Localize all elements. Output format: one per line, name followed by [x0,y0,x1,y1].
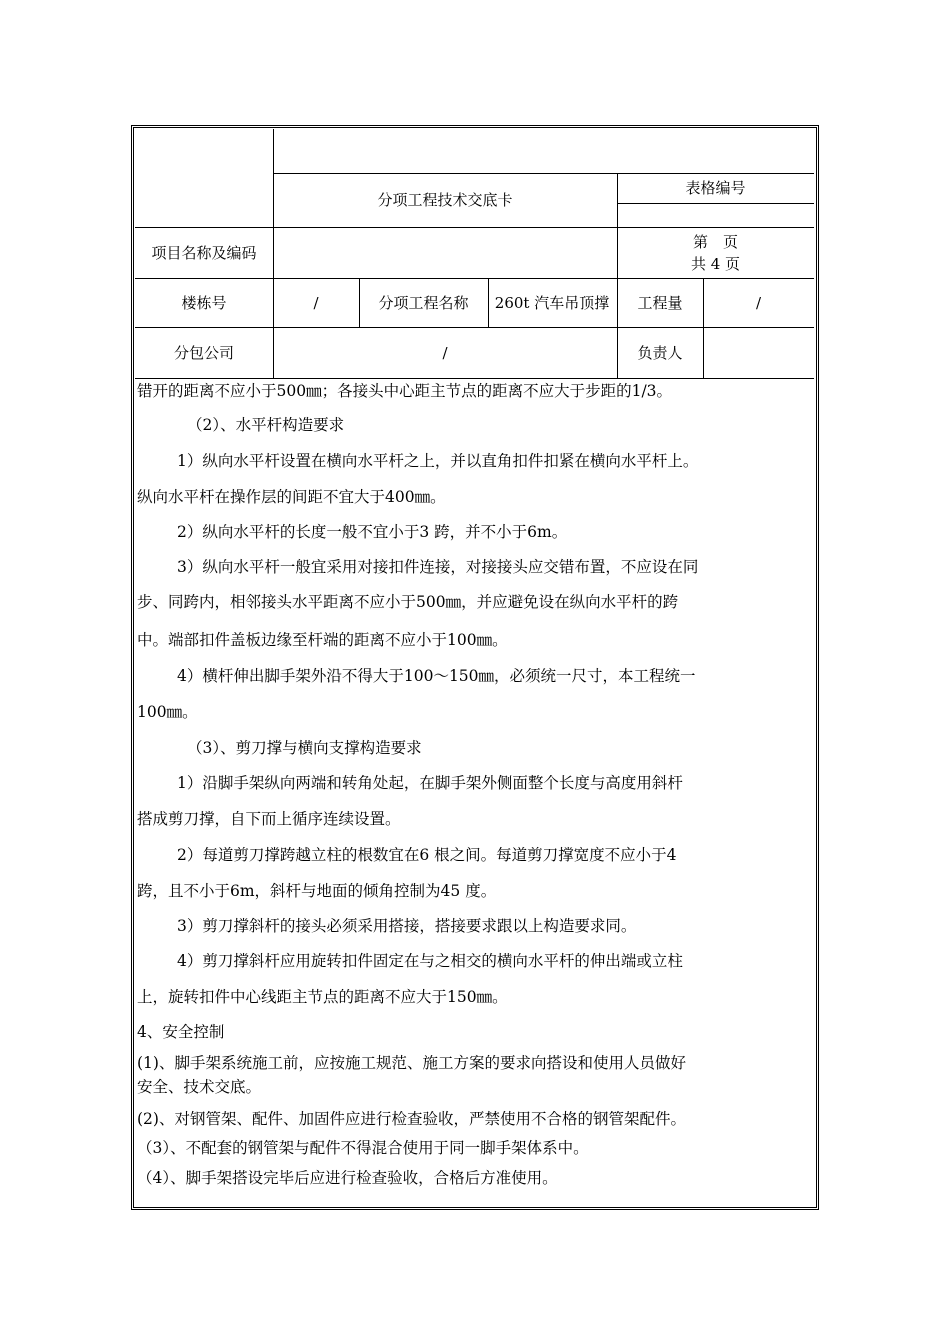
subcontractor-value: / [442,343,448,362]
content-line: 错开的距离不应小于500㎜；各接头中心距主节点的距离不应大于步距的1/3。 [137,382,673,400]
grid-line [488,278,489,327]
responsible-label: 负责人 [637,343,683,362]
content-line: 步、同跨内，相邻接头水平距离不应小于500㎜，并应避免设在纵向水平杆的跨 [137,593,679,611]
content-line: 上，旋转扣件中心线距主节点的距离不应大于150㎜。 [137,988,508,1006]
quantity-value: / [755,293,762,312]
project-label: 项目名称及编码 [151,243,257,262]
content-line: 2）每道剪刀撑跨越立柱的根数宜在6 根之间。每道剪刀撑宽度不应小于4 [177,846,677,864]
total-pages: 共 4 页 [690,254,741,273]
page-info [617,227,814,278]
content-line: 4、安全控制 [137,1023,225,1041]
subitem-label: 分项工程名称 [378,293,469,312]
content-line: (2)、对钢管架、配件、加固件应进行检查验收，严禁使用不合格的钢管架配件。 [137,1110,686,1128]
quantity-label: 工程量 [637,293,683,312]
content-line: 跨，且不小于6m，斜杆与地面的倾角控制为45 度。 [137,882,497,900]
content-line: 4）剪刀撑斜杆应用旋转扣件固定在与之相交的横向水平杆的伸出端或立柱 [177,952,683,970]
content-line: 搭成剪刀撑，自下而上循序连续设置。 [137,810,401,828]
content-line: 2）纵向水平杆的长度一般不宜小于3 跨，并不小于6m。 [177,523,568,541]
content-line: 3）纵向水平杆一般宜采用对接扣件连接，对接接头应交错布置，不应设在同 [177,558,699,576]
content-line: （4）、脚手架搭设完毕后应进行检查验收，合格后方准使用。 [137,1169,558,1187]
content-line: 100㎜。 [137,703,198,721]
content-line: 1）纵向水平杆设置在横向水平杆之上，并以直角扣件扣紧在横向水平杆上。 [177,452,699,470]
page-label: 第 页 [692,232,738,251]
responsible-value [703,327,814,378]
content-line: （2）、水平杆构造要求 [187,416,345,434]
form-no-value [617,203,814,227]
card-title: 分项工程技术交底卡 [377,191,513,209]
content-line: 4）横杆伸出脚手架外沿不得大于100～150㎜，必须统一尺寸，本工程统一 [177,667,696,685]
form-no-label: 表格编号 [685,179,746,197]
content-line: （3）、剪刀撑与横向支撑构造要求 [187,739,422,757]
subitem-value: 260t 汽车吊顶撑 [494,293,610,312]
building-value: / [313,293,319,312]
subcontractor-label: 分包公司 [173,343,234,362]
content-line: 纵向水平杆在操作层的间距不宜大于400㎜。 [137,488,446,506]
project-value [273,227,617,278]
content-line: 安全、技术交底。 [137,1078,262,1096]
technical-content [137,378,813,1198]
content-line: （3）、不配套的钢管架与配件不得混合使用于同一脚手架体系中。 [137,1139,589,1157]
content-line: (1)、脚手架系统施工前，应按施工规范、施工方案的要求向搭设和使用人员做好 [137,1054,686,1072]
building-label: 楼栋号 [181,293,227,312]
content-line: 中。端部扣件盖板边缘至杆端的距离不应小于100㎜。 [137,631,508,649]
content-line: 3）剪刀撑斜杆的接头必须采用搭接，搭接要求跟以上构造要求同。 [177,917,637,935]
content-line: 1）沿脚手架纵向两端和转角处起，在脚手架外侧面整个长度与高度用斜杆 [177,774,683,792]
